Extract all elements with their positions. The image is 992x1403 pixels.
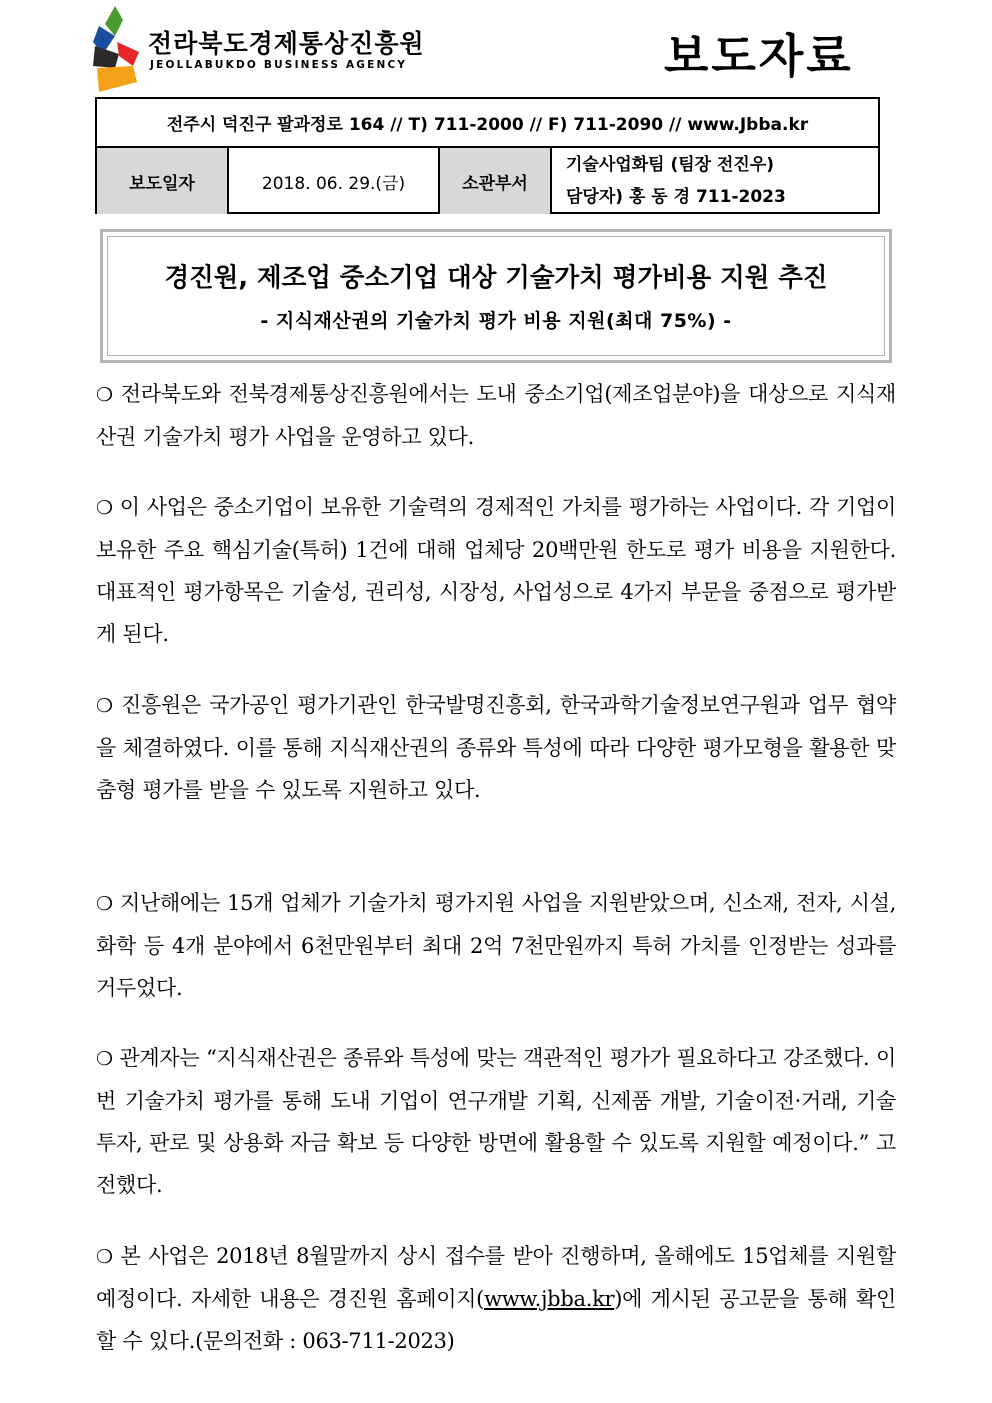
org-name-english: JEOLLABUKDO BUSINESS AGENCY	[150, 59, 408, 71]
paragraph-text: 본 사업은 2018년 8월말까지 상시 접수를 받아 진행하며, 올해에도 15업체를 지원할 예정이다. 자세한 내용은 경진원 홈페이지(	[96, 1244, 896, 1311]
paragraph-5	[96, 1037, 896, 1206]
bullet-icon: ❍	[96, 384, 113, 406]
dept-team: 기술사업화팀 (팀장 전진우)	[566, 155, 775, 175]
paragraph-1	[96, 373, 896, 458]
paragraph-2	[96, 486, 896, 655]
contact-line: 전주시 덕진구 팔과정로 164 // T) 711-2000 // F) 711-2090 // www.Jbba.kr	[97, 99, 878, 148]
bullet-icon: ❍	[96, 695, 113, 717]
bullet-icon: ❍	[96, 893, 113, 915]
headline: 경진원, 제조업 중소기업 대상 기술가치 평가비용 지원 추진	[164, 263, 828, 293]
homepage-link[interactable]: www.jbba.kr	[484, 1287, 615, 1311]
dept-label: 소관부서	[440, 148, 552, 214]
info-table	[95, 97, 880, 214]
paragraph-4	[96, 882, 896, 1009]
date-label: 보도일자	[97, 148, 229, 214]
org-name: 전라북도경제통상진흥원	[148, 29, 425, 58]
paragraph-6	[96, 1235, 896, 1362]
paragraph-text: 진흥원은 국가공인 평가기관인 한국발명진흥회, 한국과학기술정보연구원과 업무 협약을 체결하였다. 이를 통해 지식재산권의 종류와 특성에 따라 다양한 평가모형을 활용한 맞춤형 평가를 받을 수 있도록 지원하고 있다.	[96, 693, 896, 802]
paragraph-3	[96, 684, 896, 811]
document-type-title: 보도자료	[664, 29, 854, 83]
paragraph-text: 전라북도와 전북경제통상진흥원에서는 도내 중소기업(제조업분야)을 대상으로 지식재산권 기술가치 평가 사업을 운영하고 있다.	[96, 382, 896, 449]
subheadline: - 지식재산권의 기술가치 평가 비용 지원(최대 75%) -	[260, 310, 732, 332]
paragraph-text: 지난해에는 15개 업체가 기술가치 평가지원 사업을 지원받았으며, 신소재, 전자, 시설, 화학 등 4개 분야에서 6천만원부터 최대 2억 7천만원까지 특허 가치를 인정받는 성과를 거두었다.	[96, 891, 896, 1000]
paragraph-text: 관계자는 “지식재산권은 종류와 특성에 맞는 객관적인 평가가 필요하다고 강조했다. 이번 기술가치 평가를 통해 도내 기업이 연구개발 기획, 신제품 개발, 기술이전·거래, 기술 투자, 판로 및 상용화 자금 확보 등 다양한 방면에 활용할 수 있도록 지원할 예정이다.” 고 전했다.	[96, 1046, 896, 1197]
bullet-icon: ❍	[96, 1048, 113, 1070]
title-box	[100, 229, 892, 363]
bullet-icon: ❍	[96, 1246, 113, 1268]
date-value: 2018. 06. 29.(금)	[229, 148, 440, 214]
jbba-logo-icon	[93, 6, 139, 96]
paragraph-text-end: )에 게시된 공고문을 통해 확인할 수 있다.(문의전화 : 063-711-2023)	[96, 1287, 896, 1353]
bullet-icon: ❍	[96, 497, 113, 519]
dept-contact: 담당자) 홍 동 경 711-2023	[566, 187, 786, 207]
paragraph-text: 이 사업은 중소기업이 보유한 기술력의 경제적인 가치를 평가하는 사업이다. 각 기업이 보유한 주요 핵심기술(특허) 1건에 대해 업체당 20백만원 한도로 평가 비용을 지원한다. 대표적인 평가항목은 기술성, 권리성, 시장성, 사업성으로 4가지 부문을 중점으로 평가받게 된다.	[96, 495, 896, 646]
dept-value	[552, 148, 878, 214]
